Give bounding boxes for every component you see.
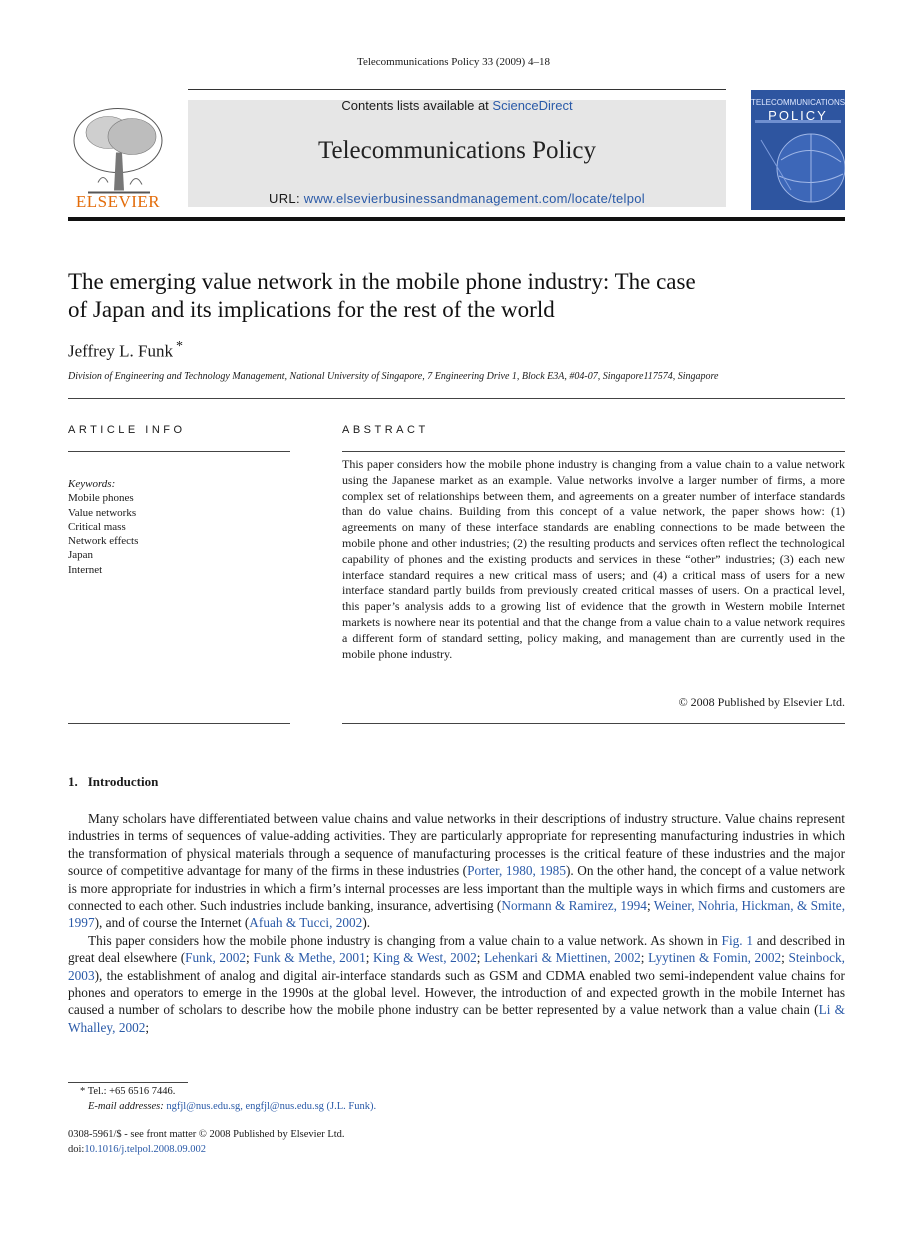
paragraph-text: ), and of course the Internet (	[94, 915, 250, 931]
abstract-text: This paper considers how the mobile phone industry is changing from a value chain to a value network using the Japanese market as an example. Value networks involve a larger number of firms, a more complex set of relationships between them, and agreements on a greater number of interface standards than do value chains. Building from this concept of a value network, the paper shows how: (1) agreements on many of these interface standards are enabling connections to be made between the mobile phone and other industries; (2) the resulting products and services often reflect the technological capability of phones and the existing products and services in these “other” industries; (3) each new interface standard requires a new critical mass of users; and (4) a critical mass of users for a new interface standard partly builds from previously created critical masses of users. On a practical level, this paper’s analysis adds to a growing list of evidence that the growth in Western mobile Internet markets is nowhere near its potential and that the change from a value chain to a value network requires a different form of standard setting, policy making, and management than are currently used in the mobile phone industry.	[342, 457, 845, 661]
title-rule	[68, 398, 845, 399]
keyword-item: Critical mass	[68, 520, 126, 533]
footnote-email-label: E-mail addresses:	[88, 1101, 164, 1112]
paragraph-2	[68, 932, 845, 1036]
paragraph-text: This paper considers how the mobile phone industry is changing from a value chain to a value network. As shown in	[88, 932, 722, 948]
author-name	[68, 339, 183, 362]
author-footnote-mark[interactable]: *	[175, 339, 183, 354]
footnote-mark: *	[80, 1086, 86, 1097]
keyword-item: Internet	[68, 563, 103, 576]
paragraph-text: ), the establishment of analog and digital air-interface standards such as GSM and CDMA enabled two semi-independent value chains for phones and operators to emerge in the 1990s at the global level. However, the introduction of and expected growth in the mobile Internet has caused a number of scholars to describe how the mobile phone industry can be better represented by a value network than a value chain (	[68, 967, 845, 1018]
cover-policy: POLICY	[768, 108, 828, 123]
article-title-line-1: The emerging value network in the mobile phone industry: The case	[68, 269, 696, 294]
keyword-item: Mobile phones	[68, 492, 134, 505]
journal-url-link[interactable]: www.elsevierbusinessandmanagement.com/locate/telpol	[303, 191, 645, 206]
contents-prefix: Contents lists available at	[341, 98, 493, 113]
paragraph-text: ). On the other hand, the concept of a value network is more appropriate for industries in which a firm’s internal processes are less important than the multiple ways in which firms and customers are connected to each other. Such industries include banking, insurance, advertising (	[68, 863, 845, 914]
keyword-item: Value networks	[68, 506, 137, 519]
citation-link[interactable]: Fig. 1	[721, 932, 754, 948]
citation-link[interactable]: Steinbock, 2003	[68, 950, 845, 983]
author-footnote	[68, 1084, 845, 1114]
contents-line	[188, 98, 726, 113]
front-matter	[68, 1127, 845, 1157]
issn-line: 0308-5961/$ - see front matter © 2008 Published by Elsevier Ltd.	[68, 1129, 345, 1140]
section-number: 1.	[68, 774, 78, 789]
footnote-email-line	[68, 1099, 845, 1114]
journal-title: Telecommunications Policy	[317, 137, 597, 164]
abstract-copyright: © 2008 Published by Elsevier Ltd.	[678, 695, 845, 709]
citation-link[interactable]: Funk, 2002	[185, 950, 247, 966]
paragraph-text: ;	[476, 950, 485, 966]
doi-link[interactable]: 10.1016/j.telpol.2008.09.002	[84, 1144, 206, 1155]
paragraph-text: ;	[145, 1019, 150, 1035]
citation-link[interactable]: King & West, 2002	[373, 950, 477, 966]
article-info-heading: ARTICLE INFO	[68, 424, 186, 436]
citation-link[interactable]: Funk & Methe, 2001	[253, 950, 366, 966]
doi-label: doi:	[68, 1144, 85, 1155]
footnote-email-link[interactable]: ngfjl@nus.edu.sg, engfjl@nus.edu.sg (J.L. Funk).	[166, 1101, 377, 1112]
author-affiliation: Division of Engineering and Technology Management, National University of Singapore, 7 Engineering Drive 1, Block E3A, #04-07, Singapore117574, Singapore	[68, 371, 719, 382]
header-bottom-rule	[68, 217, 845, 221]
doi-line	[68, 1142, 845, 1157]
paragraph-text: ;	[365, 950, 374, 966]
article-info-rule	[68, 451, 290, 452]
author-text: Jeffrey L. Funk	[68, 341, 173, 361]
citation-link[interactable]: Normann & Ramirez, 1994	[501, 898, 647, 914]
paragraph-text: ).	[362, 915, 371, 931]
paragraph-text: ;	[646, 898, 654, 914]
citation-link[interactable]: Afuah & Tucci, 2002	[249, 915, 363, 931]
section-heading-introduction	[68, 774, 158, 790]
elsevier-wordmark: ELSEVIER	[75, 192, 161, 211]
running-head: Telecommunications Policy 33 (2009) 4–18	[357, 56, 550, 68]
cover-title: TELECOMMUNICATIONS	[751, 98, 846, 107]
citation-link[interactable]: Lyytinen & Fomin, 2002	[648, 950, 782, 966]
paragraph-1	[68, 810, 845, 932]
header-top-rule	[188, 89, 726, 90]
footnote-rule	[68, 1082, 188, 1083]
citation-link[interactable]: Weiner, Nohria, Hickman, & Smite, 1997	[68, 898, 846, 931]
citation-link[interactable]: Li & Whalley, 2002	[68, 1002, 845, 1035]
footnote-tel: Tel.: +65 6516 7446.	[87, 1086, 176, 1097]
article-title	[68, 268, 845, 324]
keyword-item: Japan	[68, 549, 94, 562]
paragraph-text: ;	[246, 950, 254, 966]
citation-link[interactable]: Lehenkari & Miettinen, 2002	[484, 950, 641, 966]
abstract-heading: ABSTRACT	[342, 424, 429, 436]
keywords-label: Keywords:	[68, 478, 116, 490]
url-line	[188, 191, 726, 206]
abstract-bottom-rule	[342, 723, 845, 724]
article-info-bottom-rule	[68, 723, 290, 724]
paragraph-text: and described in great deal elsewhere (	[68, 932, 845, 966]
section-title: Introduction	[87, 774, 159, 789]
paragraph-text: ;	[640, 950, 649, 966]
footnote-tel-line	[68, 1084, 845, 1099]
body-text	[68, 810, 845, 1036]
paragraph-text: Many scholars have differentiated between value chains and value networks in their descriptions of industry structure. Value chains represent industries in terms of sequences of value-adding activities. They are particularly appropriate for representing manufacturing industries in which the transformation of physical materials through a sequence of manufacturing processes is the critical feature of these industries and the major source of competitive advantage for many of the firms in these industries (	[68, 811, 845, 879]
paragraph-text: ;	[781, 950, 789, 966]
url-prefix: URL:	[269, 191, 304, 206]
citation-link[interactable]: Porter, 1980, 1985	[467, 863, 566, 879]
article-title-line-2: of Japan and its implications for the rest of the world	[68, 297, 555, 322]
keyword-item: Network effects	[68, 535, 139, 548]
sciencedirect-link[interactable]: ScienceDirect	[492, 98, 573, 113]
abstract-rule	[342, 451, 845, 452]
keywords-block	[68, 477, 290, 577]
